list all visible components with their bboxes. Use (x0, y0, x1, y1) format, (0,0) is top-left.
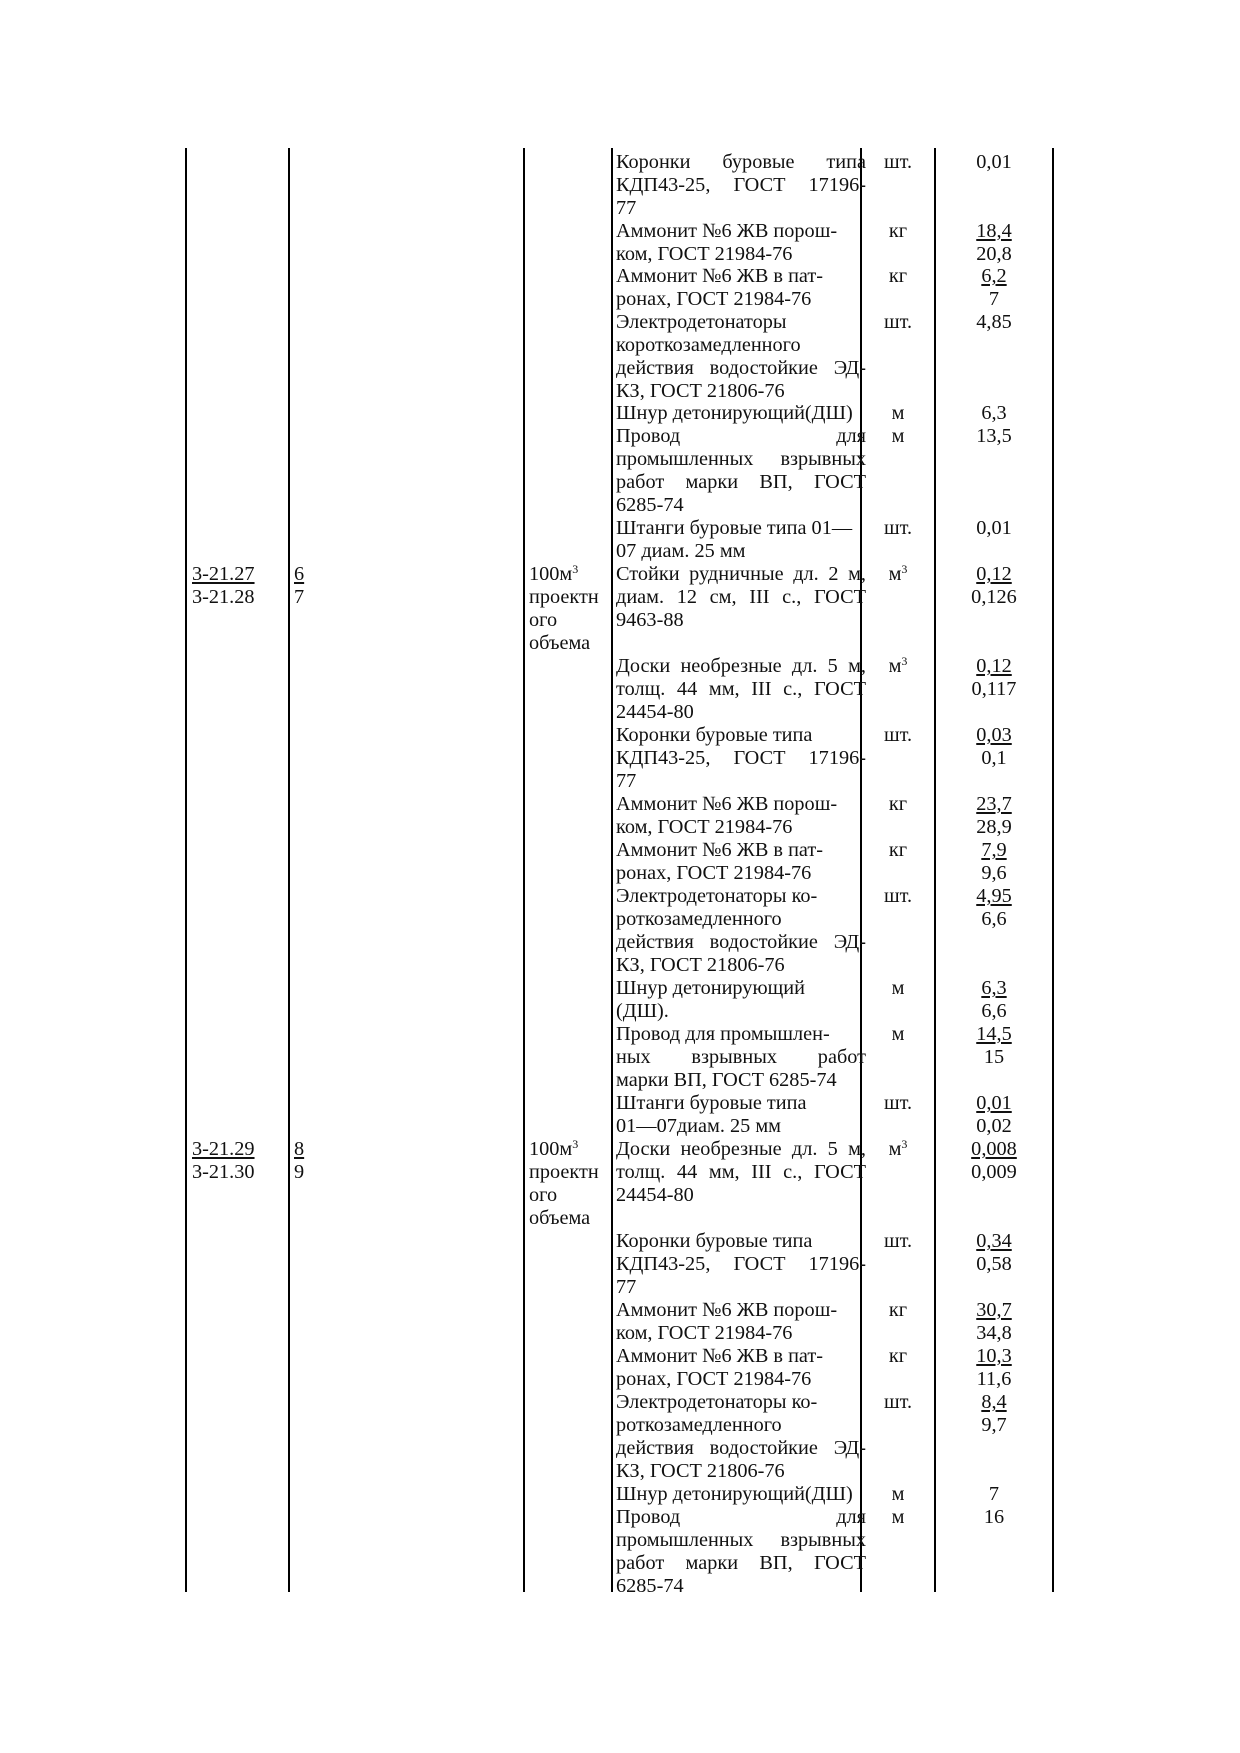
material-name-line: промышленных взрывных (616, 1529, 866, 1551)
column-divider-2 (523, 148, 525, 1592)
position-code-line: 3-21.28 (192, 586, 255, 608)
material-name-line: 6285-74 (616, 1575, 684, 1597)
material-quantity (935, 724, 1053, 770)
material-name-line: работ марки ВП, ГОСТ (616, 471, 866, 493)
material-name (616, 1138, 866, 1207)
material-name-line: Аммонит №6 ЖВ порош- (616, 1299, 838, 1321)
material-unit: $м^3$ (888, 562, 908, 585)
material-quantity (935, 655, 1053, 701)
material-unit: шт. (883, 311, 913, 333)
material-name-line: Аммонит №6 ЖВ в пат- (616, 265, 824, 287)
superscript-3: 3 (901, 654, 908, 668)
material-quantity-line: 9,6 (981, 862, 1007, 884)
material-quantity-line: 0,12 (976, 563, 1012, 585)
measurement-unit (529, 563, 599, 655)
material-quantity-line: 18,4 (976, 220, 1012, 242)
material-quantity-line: 0,12 (976, 655, 1012, 677)
material-name-line: короткозамедленного (616, 334, 801, 356)
material-name-line: Провод для промышлен- (616, 1023, 830, 1045)
material-unit: шт. (883, 1391, 913, 1413)
material-name-line: промышленных взрывных (616, 448, 866, 470)
material-quantity (935, 885, 1053, 931)
material-name-line: ком, ГОСТ 21984-76 (616, 816, 793, 838)
material-name (616, 655, 866, 724)
material-name (616, 977, 866, 1023)
material-name-line: Аммонит №6 ЖВ порош- (616, 793, 838, 815)
material-quantity-line: 34,8 (976, 1322, 1012, 1344)
material-name-line: действия водостойкие ЭД- (616, 357, 866, 379)
material-name-line: Стойки рудничные дл. 2 м, (616, 563, 866, 585)
material-name-line: Провод для (616, 425, 866, 447)
material-quantity-line: 7 (988, 288, 1000, 310)
position-code-line: 3-21.30 (192, 1161, 255, 1183)
measurement-unit-line: ого (529, 609, 558, 631)
position-number-line: 6 (294, 563, 305, 585)
material-unit: шт. (883, 724, 913, 746)
material-quantity (935, 793, 1053, 839)
material-unit: м (891, 1023, 905, 1045)
material-quantity-line: 0,01 (976, 151, 1012, 173)
material-name-line: Шнур детонирующий(ДШ) (616, 1483, 853, 1505)
material-name-line: Шнур детонирующий (616, 977, 805, 999)
position-code (192, 1138, 255, 1184)
material-quantity (935, 1345, 1053, 1391)
material-quantity-line: 20,8 (976, 243, 1012, 265)
column-divider-1 (288, 148, 290, 1592)
material-unit: шт. (883, 151, 913, 173)
material-name-line: роткозамедленного (616, 1414, 782, 1436)
material-name-line: Аммонит №6 ЖВ в пат- (616, 1345, 824, 1367)
material-unit: кг (888, 1345, 908, 1367)
material-name (616, 1299, 866, 1345)
material-name-line: ком, ГОСТ 21984-76 (616, 1322, 793, 1344)
position-number-line: 9 (294, 1161, 305, 1183)
material-unit: м (891, 402, 905, 424)
material-unit: м (891, 977, 905, 999)
material-quantity (935, 402, 1053, 425)
material-quantity-line: 0,009 (971, 1161, 1017, 1183)
material-quantity (935, 425, 1053, 448)
material-name (616, 1391, 866, 1483)
material-name-line: КДП43-25, ГОСТ 17196- (616, 1253, 866, 1275)
material-quantity-line: 8,4 (981, 1391, 1007, 1413)
material-quantity-line: 30,7 (976, 1299, 1012, 1321)
material-quantity (935, 977, 1053, 1023)
material-name-line: Доски необрезные дл. 5 м, (616, 1138, 866, 1160)
material-quantity (935, 1483, 1053, 1506)
measurement-unit-line: ого (529, 1184, 558, 1206)
material-name (616, 839, 866, 885)
material-name (616, 220, 866, 266)
superscript-3: 3 (572, 562, 579, 576)
material-name (616, 793, 866, 839)
material-name-line: ных взрывных работ (616, 1046, 866, 1068)
material-quantity-line: 4,95 (976, 885, 1012, 907)
material-quantity (935, 311, 1053, 334)
position-number-line: 7 (294, 586, 305, 608)
material-name-line: Электродетонаторы (616, 311, 787, 333)
material-name (616, 151, 866, 220)
table-border-left (185, 148, 187, 1592)
material-unit: кг (888, 220, 908, 242)
material-quantity-line: 0,126 (971, 586, 1017, 608)
material-quantity-line: 6,3 (981, 402, 1007, 424)
material-unit: $м^3$ (888, 1137, 908, 1160)
position-code-line: 3-21.29 (192, 1138, 255, 1160)
material-quantity (935, 1299, 1053, 1345)
material-quantity-line: 14,5 (976, 1023, 1012, 1045)
material-unit: м (891, 425, 905, 447)
material-name-line: КДП43-25, ГОСТ 17196- (616, 174, 866, 196)
material-name-line: Провод для (616, 1506, 866, 1528)
material-unit: кг (888, 839, 908, 861)
measurement-unit-line: объема (529, 632, 591, 654)
material-quantity-line: 9,7 (981, 1414, 1007, 1436)
material-name-line: Штанги буровые типа (616, 1092, 807, 1114)
material-name-line: 9463-88 (616, 609, 684, 631)
material-quantity-line: 7,9 (981, 839, 1007, 861)
material-name-line: диам. 12 см, III с., ГОСТ (616, 586, 866, 608)
material-quantity-line: 16 (983, 1506, 1005, 1528)
material-quantity-line: 6,6 (981, 908, 1007, 930)
material-name (616, 425, 866, 517)
superscript-3: 3 (901, 1137, 908, 1151)
material-name (616, 563, 866, 632)
material-quantity-line: 15 (983, 1046, 1005, 1068)
material-name-line: Аммонит №6 ЖВ в пат- (616, 839, 824, 861)
material-quantity-line: 6,3 (981, 977, 1007, 999)
material-name-line: Электродетонаторы ко- (616, 885, 818, 907)
material-name (616, 885, 866, 977)
material-unit: кг (888, 1299, 908, 1321)
material-name (616, 1345, 866, 1391)
material-name-line: действия водостойкие ЭД- (616, 1437, 866, 1459)
material-name (616, 1230, 866, 1299)
measurement-unit-line: $100м^3$ (529, 1137, 579, 1160)
measurement-unit-line: проектн (529, 586, 599, 608)
material-unit: м (891, 1483, 905, 1505)
material-name-line: 24454-80 (616, 1184, 694, 1206)
material-quantity-line: 0,02 (976, 1115, 1012, 1137)
material-quantity (935, 563, 1053, 609)
material-quantity (935, 1391, 1053, 1437)
material-quantity-line: 0,117 (971, 678, 1017, 700)
material-unit: кг (888, 265, 908, 287)
material-name-line: Коронки буровые типа (616, 1230, 813, 1252)
material-name-line: толщ. 44 мм, III с., ГОСТ (616, 678, 866, 700)
material-name-line: марки ВП, ГОСТ 6285-74 (616, 1069, 837, 1091)
material-name-line: ронах, ГОСТ 21984-76 (616, 288, 812, 310)
material-quantity (935, 265, 1053, 311)
material-name-line: Электродетонаторы ко- (616, 1391, 818, 1413)
material-unit: $м^3$ (888, 654, 908, 677)
material-unit: шт. (883, 517, 913, 539)
material-quantity-line: 28,9 (976, 816, 1012, 838)
material-quantity-line: 7 (988, 1483, 1000, 1505)
material-quantity-line: 0,34 (976, 1230, 1012, 1252)
material-quantity-line: 0,58 (976, 1253, 1012, 1275)
material-name (616, 311, 866, 403)
material-quantity (935, 1230, 1053, 1276)
material-name-line: Штанги буровые типа 01— (616, 517, 853, 539)
measurement-unit-line: объема (529, 1207, 591, 1229)
superscript-3: 3 (572, 1137, 579, 1151)
material-quantity (935, 1023, 1053, 1069)
material-quantity-line: 6,2 (981, 265, 1007, 287)
material-unit: шт. (883, 1230, 913, 1252)
material-quantity (935, 839, 1053, 885)
material-quantity (935, 1092, 1053, 1138)
material-unit: кг (888, 793, 908, 815)
material-name-line: роткозамедленного (616, 908, 782, 930)
material-name-line: действия водостойкие ЭД- (616, 931, 866, 953)
position-number (294, 563, 304, 609)
material-name-line: Коронки буровые типа (616, 724, 813, 746)
material-quantity (935, 220, 1053, 266)
material-name-line: 77 (616, 1276, 637, 1298)
material-quantity-line: 23,7 (976, 793, 1012, 815)
material-quantity (935, 1506, 1053, 1529)
position-number (294, 1138, 304, 1184)
material-quantity-line: 0,1 (981, 747, 1007, 769)
material-quantity-line: 0,01 (976, 1092, 1012, 1114)
position-code-line: 3-21.27 (192, 563, 255, 585)
material-name-line: работ марки ВП, ГОСТ (616, 1552, 866, 1574)
material-name-line: 6285-74 (616, 494, 684, 516)
material-name (616, 1483, 866, 1506)
material-quantity-line: 0,008 (971, 1138, 1017, 1160)
material-name-line: 07 диам. 25 мм (616, 540, 746, 562)
material-name (616, 265, 866, 311)
material-name-line: (ДШ). (616, 1000, 669, 1022)
material-quantity (935, 151, 1053, 174)
material-name-line: КЗ, ГОСТ 21806-76 (616, 380, 785, 402)
material-name-line: 01—07диам. 25 мм (616, 1115, 782, 1137)
material-name-line: ком, ГОСТ 21984-76 (616, 243, 793, 265)
position-code (192, 563, 255, 609)
material-unit: шт. (883, 1092, 913, 1114)
material-quantity (935, 1138, 1053, 1184)
material-quantity-line: 13,5 (976, 425, 1012, 447)
measurement-unit (529, 1138, 599, 1230)
material-name-line: ронах, ГОСТ 21984-76 (616, 1368, 812, 1390)
measurement-unit-line: проектн (529, 1161, 599, 1183)
material-name (616, 1506, 866, 1598)
measurement-unit-line: $100м^3$ (529, 562, 579, 585)
material-name-line: толщ. 44 мм, III с., ГОСТ (616, 1161, 866, 1183)
material-name (616, 1023, 866, 1092)
material-name (616, 517, 866, 563)
material-name-line: 77 (616, 770, 637, 792)
material-name-line: КЗ, ГОСТ 21806-76 (616, 1460, 785, 1482)
material-quantity (935, 517, 1053, 540)
material-unit: шт. (883, 885, 913, 907)
material-name (616, 724, 866, 793)
material-name (616, 402, 866, 425)
material-name (616, 1092, 866, 1138)
material-name-line: Доски необрезные дл. 5 м, (616, 655, 866, 677)
material-name-line: Аммонит №6 ЖВ порош- (616, 220, 838, 242)
material-unit: м (891, 1506, 905, 1528)
material-name-line: Шнур детонирующий(ДШ) (616, 402, 853, 424)
position-number-line: 8 (294, 1138, 305, 1160)
superscript-3: 3 (901, 562, 908, 576)
material-name-line: ронах, ГОСТ 21984-76 (616, 862, 812, 884)
material-name-line: 77 (616, 197, 637, 219)
material-quantity-line: 11,6 (976, 1368, 1012, 1390)
column-divider-3 (611, 148, 613, 1592)
material-quantity-line: 0,03 (976, 724, 1012, 746)
material-name-line: 24454-80 (616, 701, 694, 723)
material-quantity-line: 4,85 (976, 311, 1012, 333)
material-name-line: КДП43-25, ГОСТ 17196- (616, 747, 866, 769)
material-quantity-line: 10,3 (976, 1345, 1012, 1367)
material-quantity-line: 6,6 (981, 1000, 1007, 1022)
material-name-line: КЗ, ГОСТ 21806-76 (616, 954, 785, 976)
material-name-line: Коронки буровые типа (616, 151, 866, 173)
material-quantity-line: 0,01 (976, 517, 1012, 539)
